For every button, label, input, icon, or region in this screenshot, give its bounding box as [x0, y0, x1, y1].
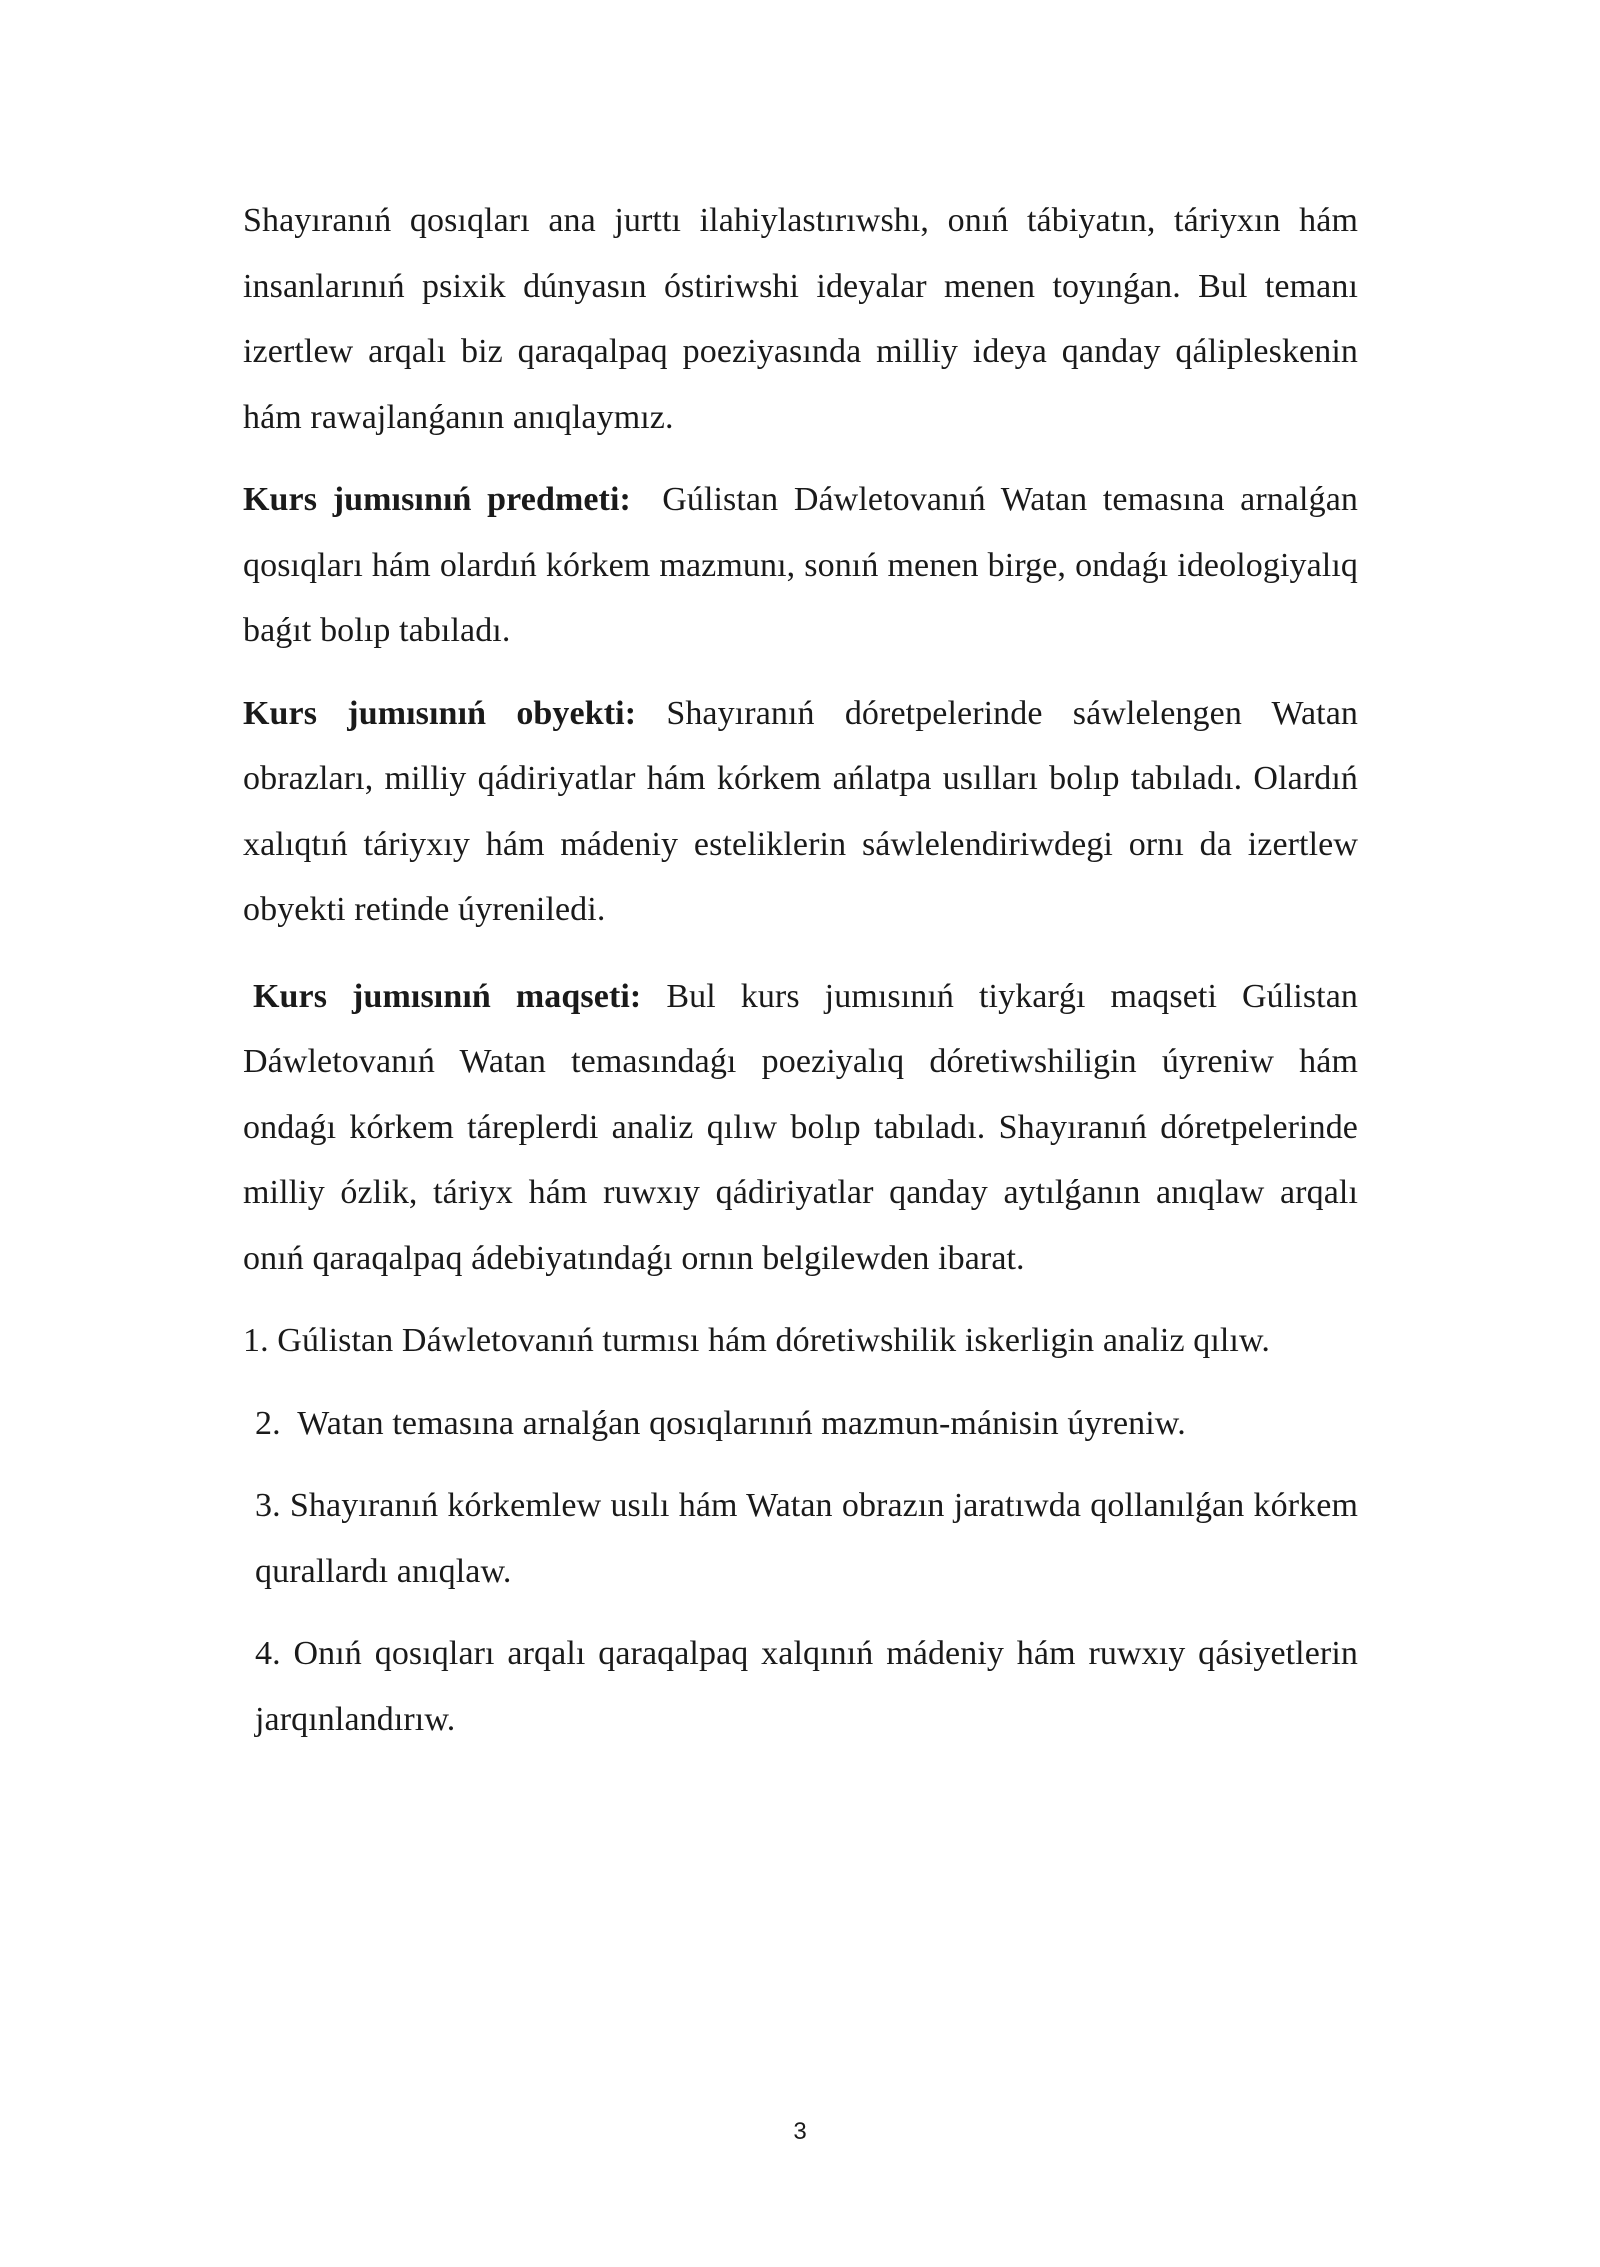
task-item-1: 1. Gúlistan Dáwletovanıń turmısı hám dóretiwshilik iskerligin analiz qılıw.: [243, 1322, 1271, 1359]
task-item-2: 2. Watan temasına arnalǵan qosıqlarınıń mazmun-mánisin úyreniw.: [255, 1404, 1186, 1442]
subject-heading: Kurs jumısınıń predmeti:: [243, 481, 631, 518]
task-item-4: 4. Onıń qosıqları arqalı qaraqalpaq xalqınıń mádeniy hám ruwxıy qásiyetlerin jarqınlandırıw.: [255, 1635, 1358, 1738]
task-item-3: 3. Shayıranıń kórkemlew usılı hám Watan obrazın jaratıwda qollanılǵan kórkem qurallardı anıqlaw.: [255, 1487, 1358, 1590]
subject-text: Gúlistan Dáwletovanıń Watan temasına arnalǵan qosıqları hám olardıń kórkem mazmunı, sonıń menen birge, ondaǵı ideologiyalıq baǵıt bolıp tabıladı.: [243, 481, 1367, 649]
document-body: [243, 188, 1367, 1752]
subject-paragraph: [243, 467, 1367, 664]
object-heading: Kurs jumısınıń obyekti:: [243, 694, 637, 732]
goal-heading: Kurs jumısınıń maqseti:: [253, 977, 642, 1015]
intro-paragraph: Shayıranıń qosıqları ana jurttı ilahiylastırıwshı, onıń tábiyatın, táriyxın hám insanlarınıń psixik dúnyasın óstiriwshi ideyalar menen toyınǵan. Bul temanı izertlew arqalı biz qaraqalpaq poeziyasında milliy ideya qanday qálipleskenin hám rawajlanǵanın anıqlaymız.: [243, 202, 1358, 436]
page-number: 3: [793, 2118, 807, 2145]
object-text: Shayıranıń dóretpelerinde sáwlelengen Watan obrazları, milliy qádiriyatlar hám kórkem ańlatpa usılları bolıp tabıladı. Olardıń xalıqtıń táriyxıy hám mádeniy esteliklerin sáwlelendiriwdegi ornı da izertlew obyekti retinde úyreniledi.: [243, 694, 1358, 928]
goal-paragraph: [243, 964, 1358, 1292]
goal-text: Bul kurs jumısınıń tiykarǵı maqseti Gúlistan Dáwletovanıń Watan temasındaǵı poeziyalıq dóretiwshiligin úyreniw hám ondaǵı kórkem táreplerdi analiz qılıw bolıp tabıladı. Shayıranıń dóretpelerinde milliy ózlik, táriyx hám ruwxıy qádiriyatlar qanday aytılǵanın anıqlaw arqalı onıń qaraqalpaq ádebiyatındaǵı ornın belgilewden ibarat.: [243, 977, 1358, 1277]
object-paragraph: [243, 681, 1358, 943]
